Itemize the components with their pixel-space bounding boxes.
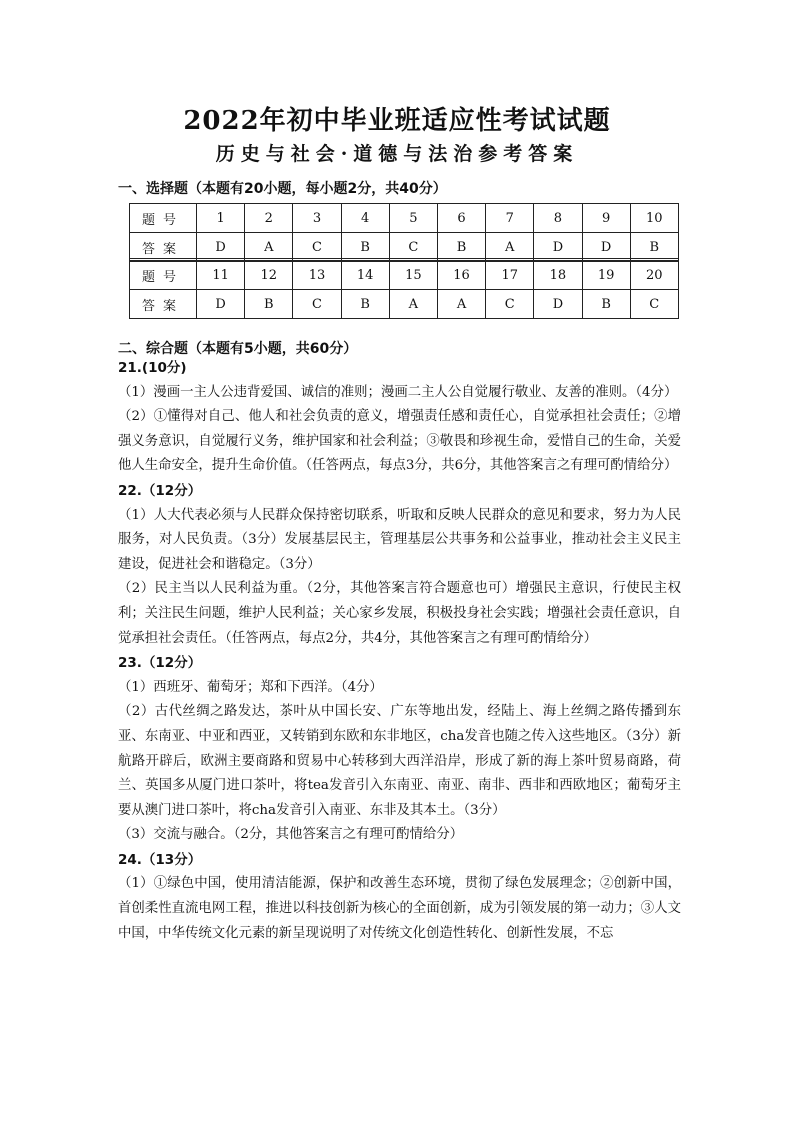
- page-title: 2022年初中毕业班适应性考试试题: [183, 106, 611, 136]
- question-number: 6: [437, 204, 485, 233]
- question-number: 3: [293, 204, 341, 233]
- row-label-number: 题号: [130, 260, 197, 290]
- answer-cell: C: [486, 290, 534, 319]
- question-number: 4: [341, 204, 389, 233]
- question-number: 2: [245, 204, 293, 233]
- answer-cell: C: [293, 233, 341, 262]
- question-number: 18: [534, 260, 582, 290]
- section1-heading: 一、选择题（本题有20小题，每小题2分，共40分）: [118, 181, 447, 197]
- table-row-answers: [130, 290, 679, 319]
- question-number: 9: [582, 204, 630, 233]
- question-heading-22: 22.（12分）: [118, 482, 202, 499]
- answer-cell: D: [534, 233, 582, 262]
- answer-cell: A: [437, 290, 485, 319]
- question-heading-24: 24.（13分）: [118, 851, 202, 868]
- answer-paragraph: （2）民主当以人民利益为重。（2分，其他答案言符合题意也可）增强民主意识，行使民主权利；关注民生问题，维护人民利益；关心家乡发展，积极投身社会实践；增强社会责任意识，自觉承担社会责任。（任答两点，每点2分，共4分，其他答案言之有理可酌情给分）: [118, 581, 681, 646]
- answer-cell: A: [245, 233, 293, 262]
- answer-table-2: [129, 258, 679, 319]
- row-label-number: 题号: [130, 204, 197, 233]
- answer-cell: B: [582, 290, 630, 319]
- question-number: 7: [486, 204, 534, 233]
- answer-cell: C: [389, 233, 437, 262]
- answer-paragraph: （2）古代丝绸之路发达，茶叶从中国长安、广东等地出发，经陆上、海上丝绸之路传播到东亚、东南亚、中亚和西亚，又转销到东欧和东非地区，cha发音也随之传入这些地区。（3分）新航路开辟后，欧洲主要商路和贸易中心转移到大西洋沿岸，形成了新的海上茶叶贸易商路，荷兰、英国多从厦门进口茶叶，将tea发音引入东南亚、南亚、南非、西非和西欧地区；葡萄牙主要从澳门进口茶叶，将cha发音引入南亚、东非及其本土。（3分）: [118, 704, 681, 818]
- answer-cell: C: [293, 290, 341, 319]
- answer-cell: B: [245, 290, 293, 319]
- question-number: 8: [534, 204, 582, 233]
- table-row-numbers: [130, 260, 679, 290]
- question-number: 14: [341, 260, 389, 290]
- answer-paragraph: （1）人大代表必须与人民群众保持密切联系，听取和反映人民群众的意见和要求，努力为人民服务，对人民负责。（3分）发展基层民主，管理基层公共事务和公益事业，推动社会主义民主建设，促进社会和谐稳定。（3分）: [118, 507, 681, 572]
- question-number: 13: [293, 260, 341, 290]
- section2-heading: 二、综合题（本题有5小题，共60分）: [118, 341, 358, 357]
- question-number: 1: [197, 204, 245, 233]
- section2-body: [118, 356, 681, 946]
- answer-cell: B: [341, 233, 389, 262]
- answer-cell: D: [197, 233, 245, 262]
- answer-cell: B: [437, 233, 485, 262]
- question-heading-23: 23.（12分）: [118, 655, 202, 672]
- question-number: 11: [197, 260, 245, 290]
- answer-cell: B: [341, 290, 389, 319]
- question-number: 15: [389, 260, 437, 290]
- answer-cell: D: [582, 233, 630, 262]
- answer-paragraph: （1）①绿色中国，使用清洁能源，保护和改善生态环境，贯彻了绿色发展理念；②创新中国，首创柔性直流电网工程，推进以科技创新为核心的全面创新，成为引领发展的第一动力；③人文中国，中华传统文化元素的新呈现说明了对传统文化创造性转化、创新性发展，不忘: [118, 876, 681, 941]
- question-number: 16: [437, 260, 485, 290]
- table-row-numbers: [130, 204, 679, 233]
- answer-cell: D: [197, 290, 245, 319]
- answer-paragraph: （1）漫画一主人公违背爱国、诚信的准则；漫画二主人公自觉履行敬业、友善的准则。（4分）: [118, 384, 678, 400]
- question-number: 19: [582, 260, 630, 290]
- row-label-answer: 答案: [130, 290, 197, 319]
- question-number: 12: [245, 260, 293, 290]
- page-subtitle: 历史与社会·道德与法治参考答案: [215, 143, 579, 165]
- answer-cell: D: [534, 290, 582, 319]
- question-number: 17: [486, 260, 534, 290]
- row-label-answer: 答案: [130, 233, 197, 262]
- question-number: 20: [630, 260, 678, 290]
- question-number: 10: [630, 204, 678, 233]
- answer-paragraph: （2）①懂得对自己、他人和社会负责的意义，增强责任感和责任心，自觉承担社会责任；②增强义务意识，自觉履行义务，维护国家和社会利益；③敬畏和珍视生命，爱惜自己的生命，关爱他人生命安全，提升生命价值。（任答两点，每点3分，共6分，其他答案言之有理可酌情给分）: [118, 409, 681, 474]
- answer-paragraph: （3）交流与融合。（2分，其他答案言之有理可酌情给分）: [118, 827, 464, 843]
- answer-cell: A: [486, 233, 534, 262]
- answer-paragraph: （1）西班牙、葡萄牙；郑和下西洋。（4分）: [118, 679, 383, 695]
- answer-cell: C: [630, 290, 678, 319]
- answer-cell: A: [389, 290, 437, 319]
- question-heading-21: 21.(10分): [118, 360, 187, 376]
- answer-table-1: [129, 203, 679, 262]
- answer-cell: B: [630, 233, 678, 262]
- question-number: 5: [389, 204, 437, 233]
